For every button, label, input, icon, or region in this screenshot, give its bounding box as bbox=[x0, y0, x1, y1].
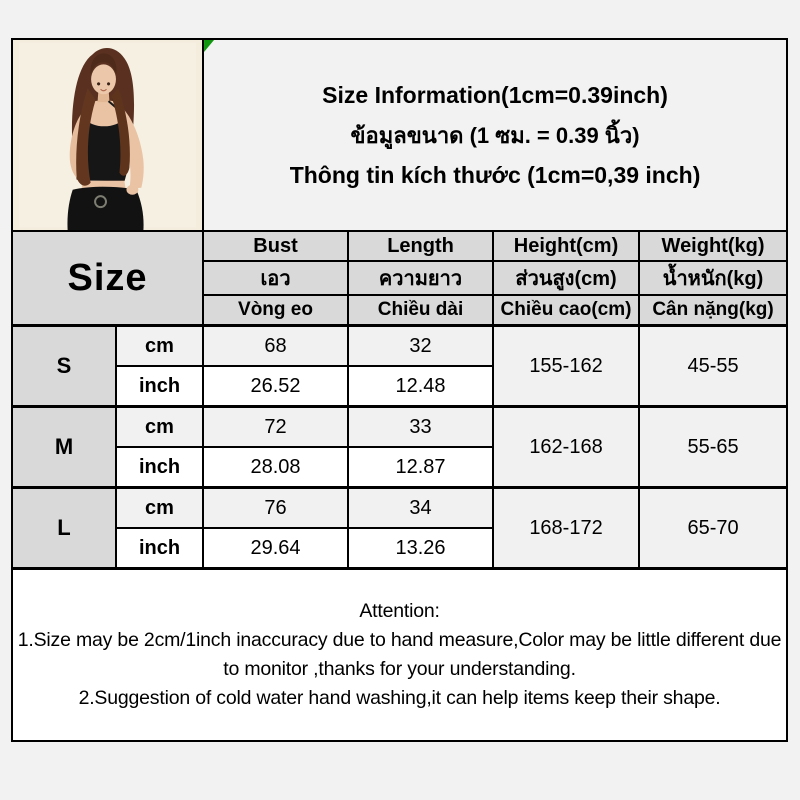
bust-inch-value-s: 26.52 bbox=[203, 366, 348, 407]
col-header-length-en: Length bbox=[348, 231, 493, 261]
attention-note-1: 1.Size may be 2cm/1inch inaccuracy due to hand measure,Color may be little different due to monitor ,thanks for your understanding. bbox=[17, 629, 782, 680]
attention-section bbox=[12, 569, 787, 742]
green-corner-marker-icon bbox=[204, 40, 214, 52]
size-label-m: M bbox=[12, 407, 116, 488]
size-header-cell: Size bbox=[12, 231, 203, 326]
length-cm-value-l: 34 bbox=[348, 488, 493, 529]
table-row-l-cm bbox=[12, 488, 787, 529]
size-label-s: S bbox=[12, 326, 116, 407]
table-row-m-cm bbox=[12, 407, 787, 448]
col-header-length-vi: Chiều dài bbox=[348, 295, 493, 326]
col-header-height-vi: Chiều cao(cm) bbox=[493, 295, 639, 326]
col-header-bust-vi: Vòng eo bbox=[203, 295, 348, 326]
col-header-weight-en: Weight(kg) bbox=[639, 231, 787, 261]
height-range-s: 155-162 bbox=[493, 326, 639, 407]
height-range-l: 168-172 bbox=[493, 488, 639, 569]
attention-note-2: 2.Suggestion of cold water hand washing,it can help items keep their shape. bbox=[78, 686, 721, 709]
weight-range-s: 45-55 bbox=[639, 326, 787, 407]
col-header-bust-th: เอว bbox=[203, 261, 348, 295]
length-cm-value-m: 33 bbox=[348, 407, 493, 448]
size-chart-table bbox=[11, 38, 788, 742]
length-inch-value-l: 13.26 bbox=[348, 528, 493, 569]
unit-label-inch: inch bbox=[116, 366, 203, 407]
col-header-height-en: Height(cm) bbox=[493, 231, 639, 261]
bust-cm-value-m: 72 bbox=[203, 407, 348, 448]
size-label-l: L bbox=[12, 488, 116, 569]
title-line-english: Size Information(1cm=0.39inch) bbox=[322, 81, 668, 108]
length-cm-value-s: 32 bbox=[348, 326, 493, 367]
length-inch-value-m: 12.87 bbox=[348, 447, 493, 488]
col-header-weight-th: น้ำหนัก(kg) bbox=[639, 261, 787, 295]
title-line-thai: ข้อมูลขนาด (1 ซม. = 0.39 นิ้ว) bbox=[350, 122, 640, 148]
col-header-weight-vi: Cân nặng(kg) bbox=[639, 295, 787, 326]
attention-heading: Attention: bbox=[359, 600, 440, 623]
bust-inch-value-l: 29.64 bbox=[203, 528, 348, 569]
col-header-height-th: ส่วนสูง(cm) bbox=[493, 261, 639, 295]
weight-range-m: 55-65 bbox=[639, 407, 787, 488]
col-header-bust-en: Bust bbox=[203, 231, 348, 261]
title-line-vietnamese: Thông tin kích thước (1cm=0,39 inch) bbox=[289, 161, 701, 188]
height-range-m: 162-168 bbox=[493, 407, 639, 488]
model-photo-cell bbox=[12, 39, 203, 231]
size-info-title bbox=[203, 39, 787, 231]
bust-cm-value-l: 76 bbox=[203, 488, 348, 529]
col-header-length-th: ความยาว bbox=[348, 261, 493, 295]
unit-label-cm: cm bbox=[116, 488, 203, 529]
weight-range-l: 65-70 bbox=[639, 488, 787, 569]
unit-label-cm: cm bbox=[116, 326, 203, 367]
bust-inch-value-m: 28.08 bbox=[203, 447, 348, 488]
bust-cm-value-s: 68 bbox=[203, 326, 348, 367]
unit-label-inch: inch bbox=[116, 528, 203, 569]
length-inch-value-s: 12.48 bbox=[348, 366, 493, 407]
unit-label-cm: cm bbox=[116, 407, 203, 448]
unit-label-inch: inch bbox=[116, 447, 203, 488]
table-row-s-cm bbox=[12, 326, 787, 367]
model-photo-image bbox=[13, 40, 202, 230]
